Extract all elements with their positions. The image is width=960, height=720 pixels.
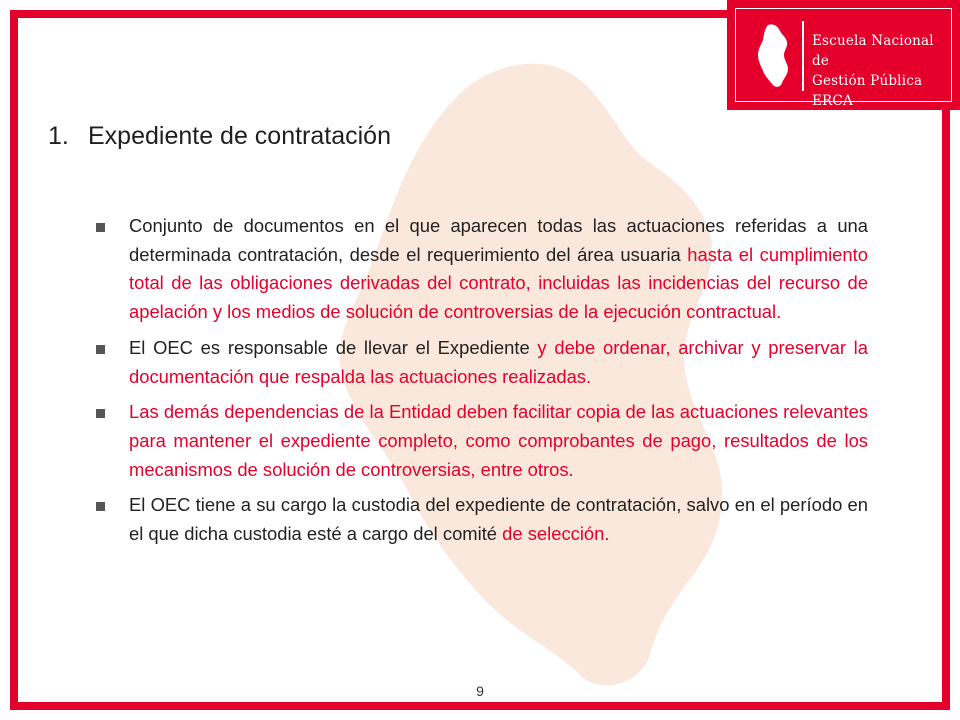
title-text: Expediente de contratación — [88, 122, 391, 150]
bullet-text-highlight: Las demás dependencias de la Entidad deben facilitar copia de las actuaciones relevantes para mantener el expediente completo, como comprobantes de pago, resultados de los mecanismos de solución de controversias, entre otros. — [129, 401, 868, 480]
square-bullet-icon — [96, 345, 105, 354]
logo-text — [812, 31, 951, 111]
school-logo — [727, 0, 960, 110]
bullet-item — [96, 334, 868, 391]
square-bullet-icon — [96, 502, 105, 511]
square-bullet-icon — [96, 223, 105, 232]
page-title — [48, 122, 391, 151]
bullet-item — [96, 212, 868, 327]
bullet-item — [96, 491, 868, 548]
bullet-text-highlight: hasta el cumplimiento total de las obligaciones derivadas del contrato, incluidas las incidencias del recurso de apelación y los medios de solución de controversias de la ejecución contractual. — [129, 243, 868, 323]
logo-line-1: Escuela Nacional de — [812, 33, 934, 69]
bullet-text-highlight: y debe ordenar, archivar y preservar la documentación que respalda las actuaciones realizadas. — [129, 336, 868, 387]
bullet-text-normal: El OEC tiene a su cargo la custodia del expediente de contratación, salvo en el período en el que dicha custodia esté a cargo del comité — [129, 494, 868, 545]
bullet-list — [96, 212, 868, 556]
square-bullet-icon — [96, 409, 105, 418]
bullet-item — [96, 398, 868, 484]
peru-map-icon — [756, 23, 790, 89]
page-number: 9 — [476, 683, 484, 699]
title-number: 1. — [48, 122, 69, 150]
bullet-text-highlight: de selección. — [502, 523, 610, 545]
logo-inner-border — [735, 8, 952, 109]
logo-line-2: Gestión Pública ERCA — [812, 73, 923, 109]
bullet-text-normal: El OEC es responsable de llevar el Expediente — [129, 336, 538, 358]
bullet-text-normal: Conjunto de documentos en el que aparecen todas las actuaciones referidas a una determinada contratación, desde el requerimiento del área usuaria — [129, 215, 868, 265]
logo-divider — [802, 21, 804, 91]
